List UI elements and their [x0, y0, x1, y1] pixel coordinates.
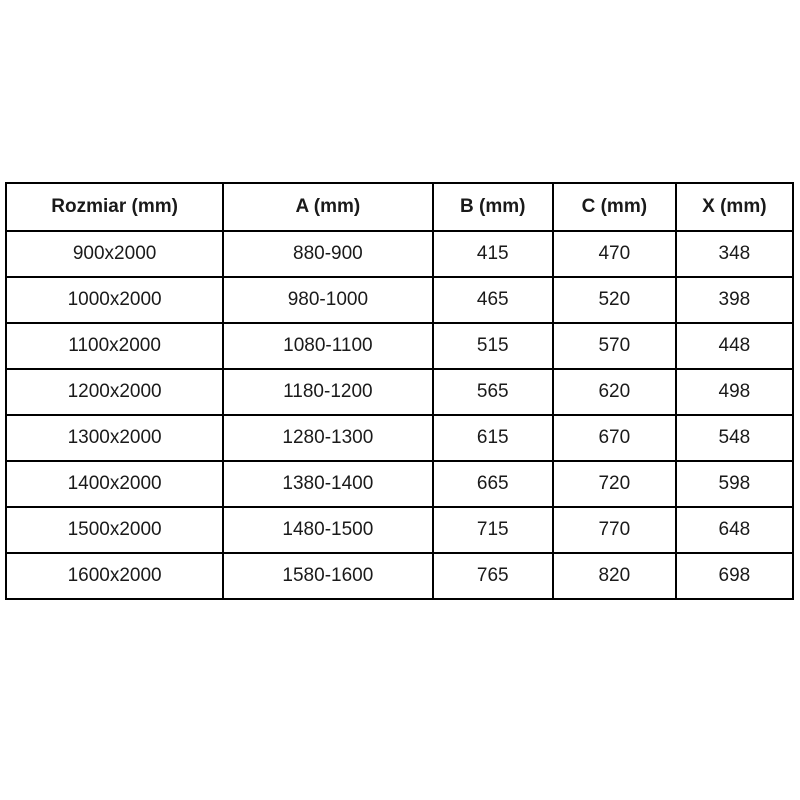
cell-x: 398 [676, 277, 793, 323]
cell-x: 498 [676, 369, 793, 415]
cell-b: 415 [433, 231, 553, 277]
table-row [6, 277, 793, 323]
cell-c: 770 [553, 507, 676, 553]
column-header-rozmiar: Rozmiar (mm) [6, 183, 223, 231]
cell-c: 820 [553, 553, 676, 599]
dimension-spec-table [5, 182, 794, 600]
cell-b: 615 [433, 415, 553, 461]
table-row [6, 461, 793, 507]
cell-c: 570 [553, 323, 676, 369]
cell-rozmiar: 1500x2000 [6, 507, 223, 553]
table-row [6, 369, 793, 415]
cell-rozmiar: 1400x2000 [6, 461, 223, 507]
cell-b: 465 [433, 277, 553, 323]
cell-b: 665 [433, 461, 553, 507]
cell-x: 598 [676, 461, 793, 507]
cell-rozmiar: 1100x2000 [6, 323, 223, 369]
cell-b: 715 [433, 507, 553, 553]
cell-a: 1380-1400 [223, 461, 432, 507]
cell-rozmiar: 1300x2000 [6, 415, 223, 461]
column-header-x: X (mm) [676, 183, 793, 231]
cell-b: 515 [433, 323, 553, 369]
cell-c: 620 [553, 369, 676, 415]
cell-rozmiar: 1200x2000 [6, 369, 223, 415]
table-row [6, 553, 793, 599]
table-row [6, 231, 793, 277]
cell-a: 1180-1200 [223, 369, 432, 415]
cell-x: 548 [676, 415, 793, 461]
table-row [6, 507, 793, 553]
cell-rozmiar: 900x2000 [6, 231, 223, 277]
cell-a: 880-900 [223, 231, 432, 277]
column-header-c: C (mm) [553, 183, 676, 231]
cell-x: 698 [676, 553, 793, 599]
column-header-b: B (mm) [433, 183, 553, 231]
cell-rozmiar: 1000x2000 [6, 277, 223, 323]
cell-c: 470 [553, 231, 676, 277]
cell-c: 720 [553, 461, 676, 507]
table-header-row [6, 183, 793, 231]
table-row [6, 415, 793, 461]
cell-a: 1580-1600 [223, 553, 432, 599]
cell-rozmiar: 1600x2000 [6, 553, 223, 599]
dimension-spec-table-container [5, 182, 794, 600]
column-header-a: A (mm) [223, 183, 432, 231]
cell-a: 1480-1500 [223, 507, 432, 553]
cell-x: 648 [676, 507, 793, 553]
table-row [6, 323, 793, 369]
cell-a: 1280-1300 [223, 415, 432, 461]
cell-b: 565 [433, 369, 553, 415]
cell-a: 1080-1100 [223, 323, 432, 369]
cell-b: 765 [433, 553, 553, 599]
cell-x: 348 [676, 231, 793, 277]
cell-c: 520 [553, 277, 676, 323]
cell-x: 448 [676, 323, 793, 369]
cell-c: 670 [553, 415, 676, 461]
cell-a: 980-1000 [223, 277, 432, 323]
